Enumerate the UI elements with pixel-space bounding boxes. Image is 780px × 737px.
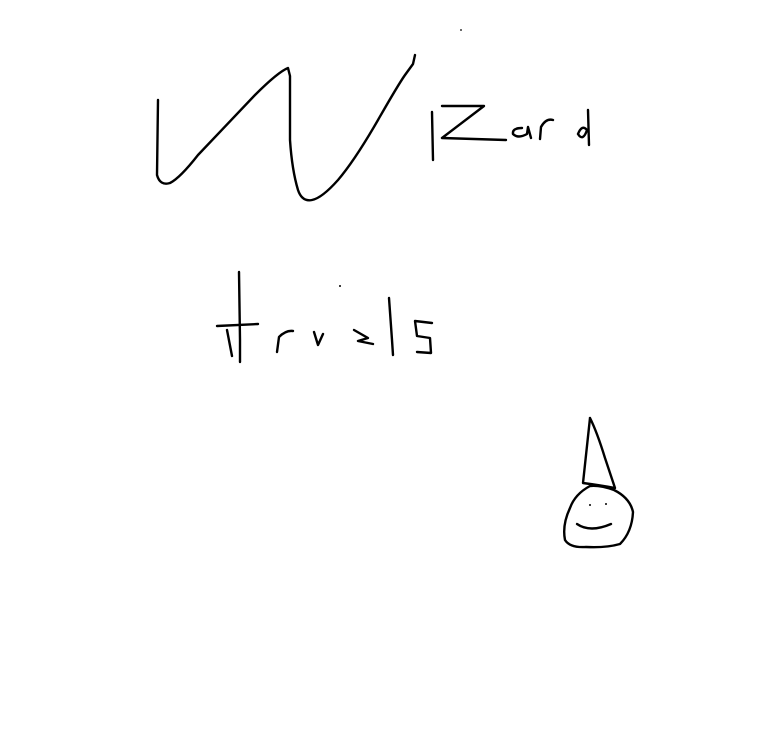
- letter-a: [513, 127, 531, 138]
- right-eye: [605, 503, 607, 505]
- letter-i2: [314, 332, 323, 345]
- subtitle-trials: [217, 272, 432, 362]
- left-eye: [589, 504, 591, 506]
- letter-a2: [354, 330, 373, 344]
- stray-dot: [460, 29, 462, 31]
- i-dot: [339, 285, 341, 287]
- letter-t-stem: [227, 272, 240, 362]
- letter-d: [578, 110, 589, 145]
- letter-l: [389, 298, 393, 355]
- title-wizard: [157, 29, 589, 200]
- letter-w: [157, 55, 415, 200]
- letter-z: [442, 106, 506, 140]
- smile: [577, 524, 611, 529]
- letter-r2: [277, 331, 293, 352]
- letter-r: [540, 120, 553, 139]
- wizard-character-icon: [564, 418, 633, 547]
- face-outline: [564, 486, 633, 547]
- letter-i: [432, 112, 433, 160]
- hat-icon: [583, 418, 615, 488]
- letter-t-cross: [217, 324, 258, 326]
- letter-s: [415, 321, 432, 353]
